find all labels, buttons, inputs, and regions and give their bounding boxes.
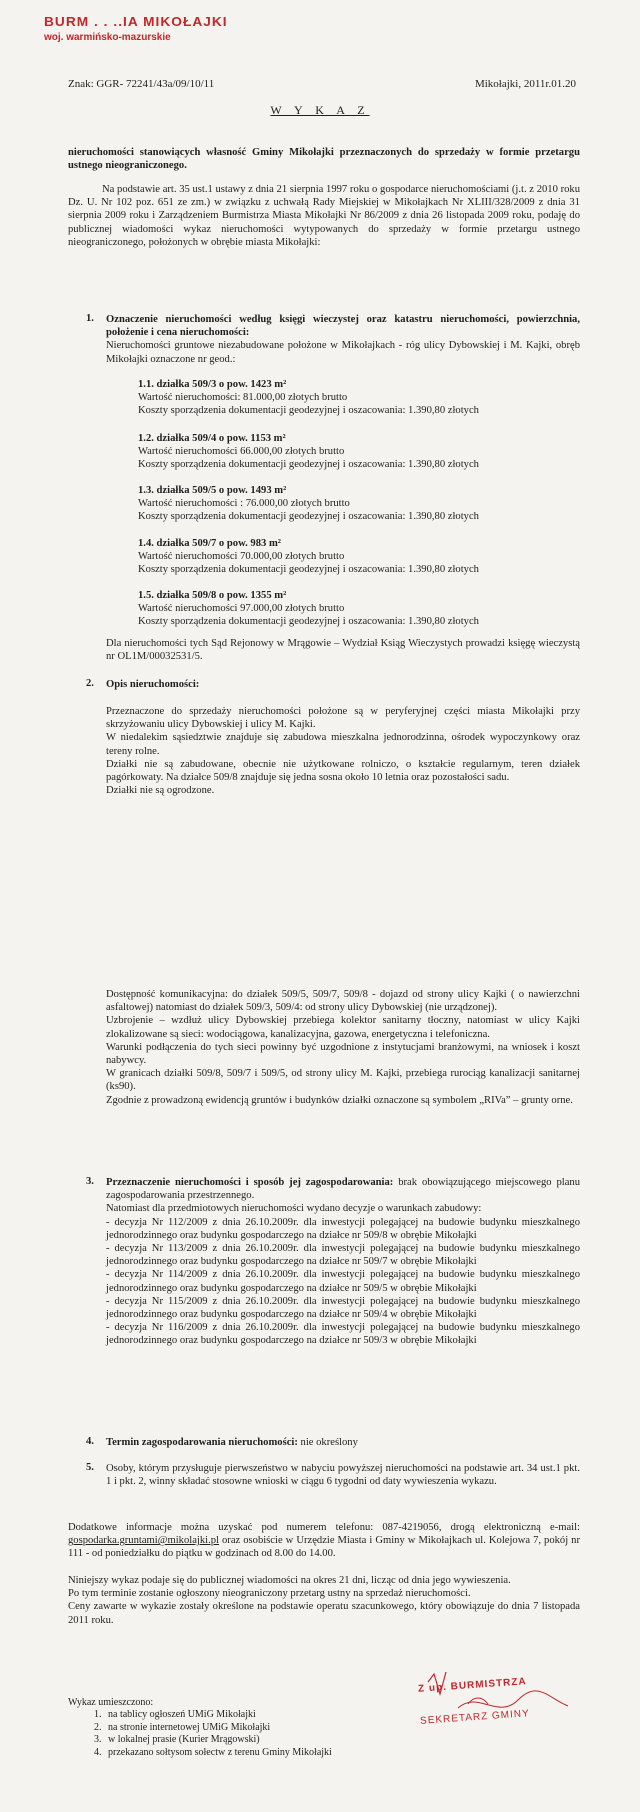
parcel-cost: Koszty sporządzenia dokumentacji geodezyjnej i oszacowania: 1.390,80 złotych xyxy=(138,511,479,523)
signature-scribble-icon xyxy=(418,1660,588,1750)
section2-heading: Opis nieruchomości: xyxy=(106,679,200,690)
section1 xyxy=(106,313,580,366)
parcel-cost: Koszty sporządzenia dokumentacji geodezyjnej i oszacowania: 1.390,80 złotych xyxy=(138,405,479,417)
section2-part2 xyxy=(106,988,580,1107)
section4-heading: Termin zagospodarowania nieruchomości: xyxy=(106,1437,298,1448)
parcel-3 xyxy=(138,484,578,524)
decision-item: - decyzja Nr 113/2009 z dnia 26.10.2009r. dla inwestycji polegającej na budowie budynku mieszkalnego jednorodzinnego oraz budynku gospodarczego na działce nr 509/7 w obrębie Mikołajki xyxy=(106,1243,580,1268)
parcel-cost: Koszty sporządzenia dokumentacji geodezyjnej i oszacowania: 1.390,80 złotych xyxy=(138,459,479,471)
signature-line2: SEKRETARZ GMINY xyxy=(419,1708,531,1727)
decision-item: - decyzja Nr 114/2009 z dnia 26.10.2009r. dla inwestycji polegającej na budowie budynku mieszkalnego jednorodzinnego oraz budynku gospodarczego na działce nr 509/5 w obrębie Mikołajki xyxy=(106,1269,580,1294)
parcel-value: Wartość nieruchomości 66.000,00 złotych brutto xyxy=(138,446,345,458)
document-subject: nieruchomości stanowiących własność Gminy Mikołajki przeznaczonych do sprzedaży w formie przetargu ustnego nieograniczonego. xyxy=(68,147,580,172)
section2-p9: Zgodnie z prowadzoną ewidencją gruntów i budynków działki oznaczone są symbolem „RIVa” – grunty orne. xyxy=(106,1094,573,1106)
parcel-title: 1.4. działka 509/7 o pow. 983 m² xyxy=(138,538,281,549)
decision-item: - decyzja Nr 112/2009 z dnia 26.10.2009r. dla inwestycji polegającej na budowie budynku mieszkalnego jednorodzinnego oraz budynku gospodarczego na działce nr 509/8 w obrębie Mikołajki xyxy=(106,1216,580,1241)
section4-number: 4. xyxy=(86,1436,94,1447)
parcel-cost: Koszty sporządzenia dokumentacji geodezyjnej i oszacowania: 1.390,80 złotych xyxy=(138,564,479,576)
parcel-value: Wartość nieruchomości : 76.000,00 złotych brutto xyxy=(138,498,350,510)
distribution-title: Wykaz umieszczono: xyxy=(68,1697,154,1708)
footer-p4: Ceny zawarte w wykazie zostały określone na podstawie operatu szacunkowego, który obowiązuje do dnia 7 listopada 2011 roku. xyxy=(68,1601,580,1626)
parcel-2 xyxy=(138,432,578,472)
section2-p6: Uzbrojenie – wzdłuż ulicy Dybowskiej przebiega kolektor sanitarny tłoczny, natomiast w ulicy Kajki zlokalizowane są sieci: wodociągowa, kanalizacyjna, gazowa, energetyczna i telefoniczna. xyxy=(106,1015,580,1040)
section1-text: Nieruchomości gruntowe niezabudowane położone w Mikołajkach - róg ulicy Dybowskiej i M. Kajki, obręb Mikołajki oznaczone nr geod.: xyxy=(106,340,580,365)
contact-post: oraz osobiście w Urzędzie Miasta i Gminy w Mikołajkach ul. Kolejowa 7, pokój nr 111 - od poniedziałku do piątku w godzinach od 8.00 do 14.00. xyxy=(68,1535,580,1560)
section2-p2: W niedalekim sąsiedztwie znajduje się zabudowa mieszkalna jednorodzinna, ośrodek wypoczynkowy oraz tereny rolne. xyxy=(106,732,580,757)
parcel-title: 1.3. działka 509/5 o pow. 1493 m² xyxy=(138,485,287,496)
parcel-4 xyxy=(138,537,578,577)
contact-info xyxy=(68,1521,580,1561)
section5-number: 5. xyxy=(86,1462,94,1473)
section4 xyxy=(106,1436,580,1449)
section3-p1: Natomiast dla przedmiotowych nieruchomości wydano decyzje o warunkach zabudowy: xyxy=(106,1203,482,1215)
decision-item: - decyzja Nr 115/2009 z dnia 26.10.2009r. dla inwestycji polegającej na budowie budynku mieszkalnego jednorodzinnego oraz budynku gospodarczego na działce nr 509/4 w obrębie Mikołajki xyxy=(106,1295,580,1321)
stamp-line2: woj. warmińsko-mazurskie xyxy=(44,32,171,43)
parcel-title: 1.1. działka 509/3 o pow. 1423 m² xyxy=(138,379,287,390)
distribution-item: 4. przekazano sołtysom sołectw z terenu Gminy Mikołajki xyxy=(104,1747,408,1759)
decision-item: - decyzja Nr 116/2009 z dnia 26.10.2009r. dla inwestycji polegającej na budowie budynku mieszkalnego jednorodzinnego oraz budynku gospodarczego na działce nr 509/3 w obrębie Mikołajki xyxy=(106,1322,580,1347)
parcel-1 xyxy=(138,378,578,418)
section2-number: 2. xyxy=(86,678,94,689)
document-title: W Y K A Z xyxy=(270,103,370,117)
signature-stamp xyxy=(418,1660,588,1750)
stamp-line1: BURM . . ..IA MIKOŁAJKI xyxy=(44,14,228,29)
footer-p3: Po tym terminie zostanie ogłoszony nieograniczony przetarg ustny na sprzedaż nieruchomości. xyxy=(68,1588,471,1600)
intro-paragraph: Na podstawie art. 35 ust.1 ustawy z dnia 21 sierpnia 1997 roku o gospodarce nieruchomościami (j.t. z 2010 roku Dz. U. Nr 102 poz. 651 ze zm.) w związku z uchwałą Rady Miejskiej w Mikołajkach Nr XLIII/328/2009 z dnia 31 sierpnia 2009 roku i Zarządzeniem Burmistrza Miasta Mikołajki Nr 86/2009 z dnia 26 listopada 2009 roku, podaję do publicznej wiadomości wykaz nieruchomości wytypowanych do sprzedaży w formie przetargu ustnego nieograniczonego, położonych w obrębie miasta Mikołajki: xyxy=(68,184,580,248)
parcel-cost: Koszty sporządzenia dokumentacji geodezyjnej i oszacowania: 1.390,80 złotych xyxy=(138,616,479,628)
section5-text: Osoby, którym przysługuje pierwszeństwo w nabyciu powyższej nieruchomości na podstawie art. 34 ust.1 pkt. 1 i pkt. 2, winny składać stosowne wnioski w ciągu 6 tygodni od daty wywieszenia wykazu. xyxy=(106,1463,580,1488)
section1-closing: Dla nieruchomości tych Sąd Rejonowy w Mrągowie – Wydział Ksiąg Wieczystych prowadzi księgę wieczystą nr OL1M/00032531/5. xyxy=(106,638,580,663)
parcel-title: 1.2. działka 509/4 o pow. 1153 m² xyxy=(138,433,286,444)
section4-rest: nie określony xyxy=(297,1437,358,1448)
reference-number: Znak: GGR- 72241/43a/09/10/11 xyxy=(68,78,215,90)
section2-p8: W granicach działki 509/8, 509/7 i 509/5, od strony ulicy M. Kajki, przebiega rurociąg kanalizacji sanitarnej (ks90). xyxy=(106,1068,580,1093)
distribution-item: 1. na tablicy ogłoszeń UMiG Mikołajki xyxy=(104,1709,408,1721)
section2-p5: Dostępność komunikacyjna: do działek 509/5, 509/7, 509/8 - dojazd od strony ulicy Kajki ( o nawierzchni asfaltowej) natomiast do działek 509/3, 509/4: od strony ulicy Dybowskiej (nie urządzonej). xyxy=(106,989,580,1014)
parcel-5 xyxy=(138,589,578,629)
section2-p3: Działki nie są zabudowane, obecnie nie użytkowane rolniczo, o kształcie regularnym, teren działek pagórkowaty. Na działce 509/8 znajduje się jedna sosna około 10 letnia oraz pozostałości sadu. xyxy=(106,758,580,784)
distribution-item: 2. na stronie internetowej UMiG Mikołajki xyxy=(104,1722,408,1734)
section1-heading: Oznaczenie nieruchomości według księgi wieczystej oraz katastru nieruchomości, powierzchnia, położenie i cena nieruchomości: xyxy=(106,314,580,339)
section3-number: 3. xyxy=(86,1176,94,1187)
contact-pre: Dodatkowe informacje można uzyskać pod numerem telefonu: 087-4219056, drogą elektroniczną e-mail: xyxy=(68,1522,580,1533)
footer-p2: Niniejszy wykaz podaje się do publicznej wiadomości na okres 21 dni, licząc od dnia jego wywieszenia. xyxy=(68,1575,511,1586)
publication-note xyxy=(68,1574,580,1627)
place-date: Mikołajki, 2011r.01.20 xyxy=(474,78,576,90)
section3 xyxy=(106,1176,580,1348)
email-link[interactable]: gospodarka.gruntami@mikolajki.pl xyxy=(68,1535,219,1547)
section2-p7: Warunki podłączenia do tych sieci powinny być uzgodnione z instytucjami branżowymi, na wniosek i koszt nabywcy. xyxy=(106,1041,580,1067)
section3-heading: Przeznaczenie nieruchomości i sposób jej zagospodarowania: xyxy=(106,1177,394,1188)
section3-heading-rest: brak obowiązującego miejscowego planu zagospodarowania przestrzennego. xyxy=(106,1177,580,1202)
section1-number: 1. xyxy=(86,313,94,324)
parcel-value: Wartość nieruchomości 97.000,00 złotych brutto xyxy=(138,603,345,615)
section2-p4: Działki nie są ogrodzone. xyxy=(106,785,215,797)
distribution-list xyxy=(68,1697,408,1759)
section2-part1 xyxy=(106,705,580,797)
section2-p1: Przeznaczone do sprzedaży nieruchomości położone są w peryferyjnej części miasta Mikołajki przy skrzyżowaniu ulicy Dybowskiej i ulicy M. Kajki. xyxy=(106,706,580,731)
signature-line1: Z up. BURMISTRZA xyxy=(417,1676,528,1695)
parcel-value: Wartość nieruchomości 70.000,00 złotych brutto xyxy=(138,551,345,563)
office-stamp xyxy=(44,14,244,43)
parcel-value: Wartość nieruchomości: 81.000,00 złotych brutto xyxy=(138,392,348,404)
parcel-title: 1.5. działka 509/8 o pow. 1355 m² xyxy=(138,590,287,601)
distribution-item: 3. w lokalnej prasie (Kurier Mrągowski) xyxy=(104,1734,408,1746)
